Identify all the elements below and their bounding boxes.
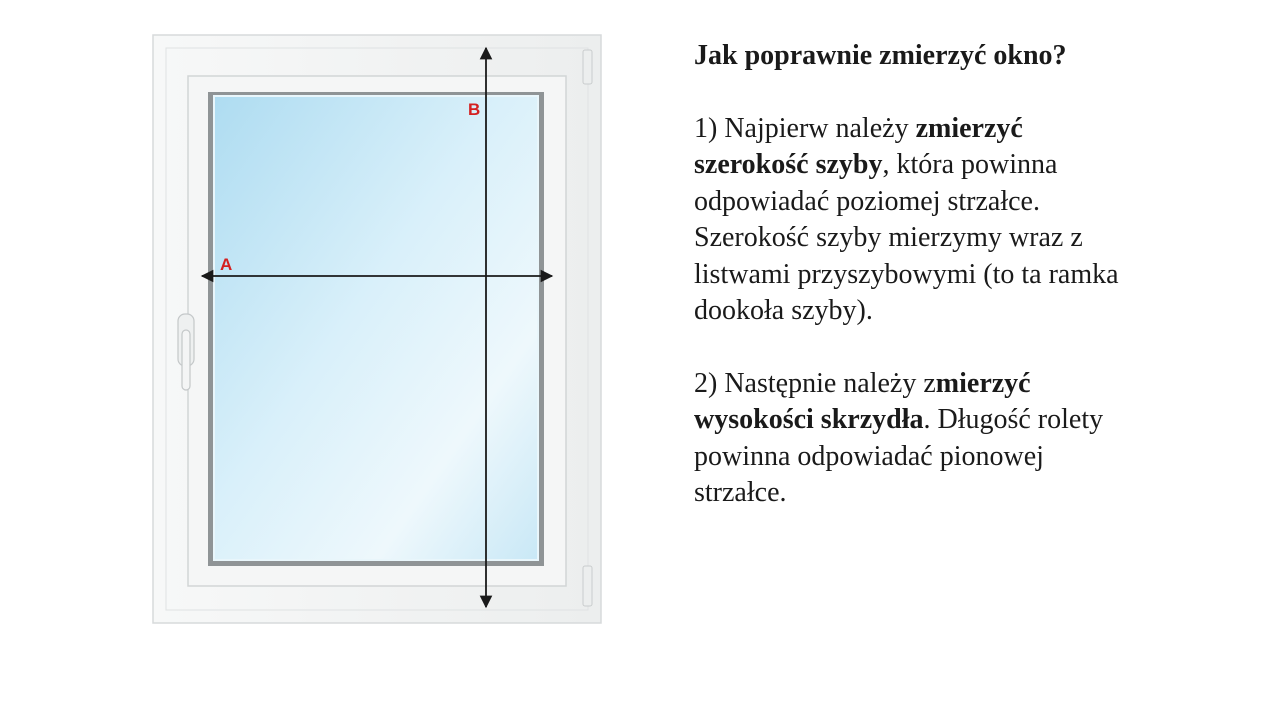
- step-1-rest: , która powinna odpowiadać poziomej strzałce. Szerokość szyby mierzymy wraz z listwami przyszybowymi (to ta ramka dookoła szyby).: [694, 149, 1119, 326]
- step-1-lead: 1) Najpierw należy: [694, 112, 916, 144]
- window-hinge-bottom: [583, 566, 592, 606]
- step-1-bold: zmierzyć szerokość szyby: [694, 112, 1023, 180]
- step-2-lead: 2) Następnie należy z: [694, 367, 936, 399]
- window-diagram: [150, 32, 605, 627]
- step-1: [694, 111, 1134, 330]
- window-hinge-top: [583, 50, 592, 84]
- step-2: [694, 366, 1134, 512]
- label-a: A: [220, 255, 233, 274]
- window-glass: [214, 96, 538, 560]
- instructions-panel: [694, 38, 1134, 512]
- step-2-bold: mierzyć wysokości skrzydła: [694, 367, 1031, 435]
- label-b: B: [468, 100, 481, 119]
- step-2-rest: . Długość rolety powinna odpowiadać pionowej strzałce.: [694, 404, 1104, 508]
- instructions-title: Jak poprawnie zmierzyć okno?: [694, 40, 1067, 71]
